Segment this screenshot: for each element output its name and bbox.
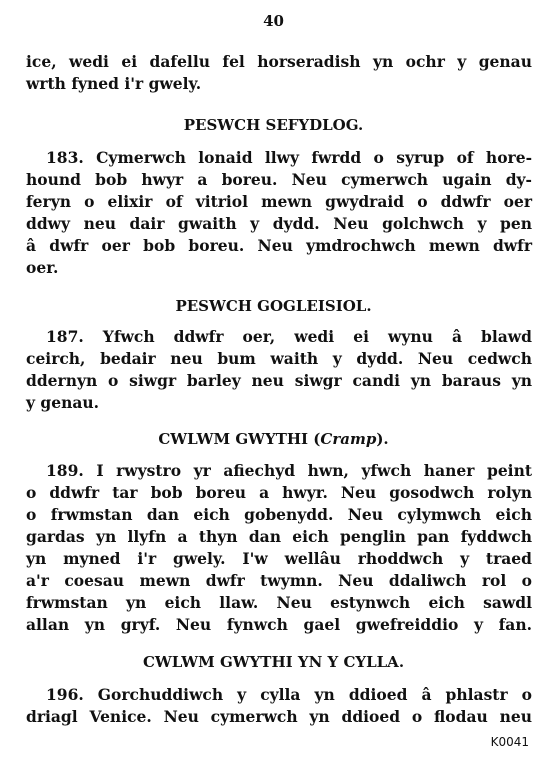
text-line: gardas yn llyfn a thyn dan eich penglin pan fyddwch: [26, 527, 532, 546]
text-line: oer.: [26, 258, 59, 277]
section-heading: PESWCH GOGLEISIOL.: [175, 297, 372, 315]
text-line: 189. I rwystro yr afiechyd hwn, yfwch haner peint: [46, 461, 532, 480]
text-line: driagl Venice. Neu cymerwch yn ddioed o flodau neu: [26, 707, 532, 726]
section-heading: [0, 429, 547, 449]
heading-paren-close: ).: [376, 430, 389, 448]
text-line: wrth fyned i'r gwely.: [26, 74, 202, 93]
text-line: 187. Yfwch ddwfr oer, wedi ei wynu â blawd: [46, 327, 532, 346]
page-number: 40: [263, 12, 284, 30]
text-line: ice, wedi ei dafellu fel horseradish yn ochr y genau: [26, 52, 532, 71]
heading-text: CWLWM GWYTHI: [158, 430, 309, 448]
archive-code: K0041: [490, 735, 529, 749]
text-line: o frwmstan dan eich gobenydd. Neu cylymwch eich: [26, 505, 532, 524]
text-line: yn myned i'r gwely. I'w wellâu rhoddwch y traed: [26, 549, 532, 568]
text-line: ddwy neu dair gwaith y dydd. Neu golchwch y pen: [26, 214, 532, 233]
text-line: ceirch, bedair neu bum waith y dydd. Neu cedwch: [26, 349, 532, 368]
text-line: y genau.: [26, 393, 100, 412]
section-heading: CWLWM GWYTHI YN Y CYLLA.: [142, 653, 405, 671]
text-line: allan yn gryf. Neu fynwch gael gwefreiddio y fan.: [26, 615, 532, 634]
heading-italic: Cramp: [320, 430, 377, 448]
section-heading: PESWCH SEFYDLOG.: [183, 116, 364, 134]
text-line: a'r coesau mewn dwfr twymn. Neu ddaliwch rol o: [26, 571, 532, 590]
text-line: â dwfr oer bob boreu. Neu ymdrochwch mewn dwfr: [26, 236, 532, 255]
text-line: o ddwfr tar bob boreu a hwyr. Neu gosodwch rolyn: [26, 483, 532, 502]
text-line: 183. Cymerwch lonaid llwy fwrdd o syrup of hore-: [46, 148, 532, 167]
text-line: 196. Gorchuddiwch y cylla yn ddioed â phlastr o: [46, 685, 532, 704]
text-line: frwmstan yn eich llaw. Neu estynwch eich sawdl: [26, 593, 532, 612]
text-line: hound bob hwyr a boreu. Neu cymerwch ugain dy-: [26, 170, 532, 189]
heading-paren-open: (: [313, 430, 321, 448]
text-line: feryn o elixir of vitriol mewn gwydraid o ddwfr oer: [26, 192, 532, 211]
text-line: ddernyn o siwgr barley neu siwgr candi yn baraus yn: [26, 371, 532, 390]
